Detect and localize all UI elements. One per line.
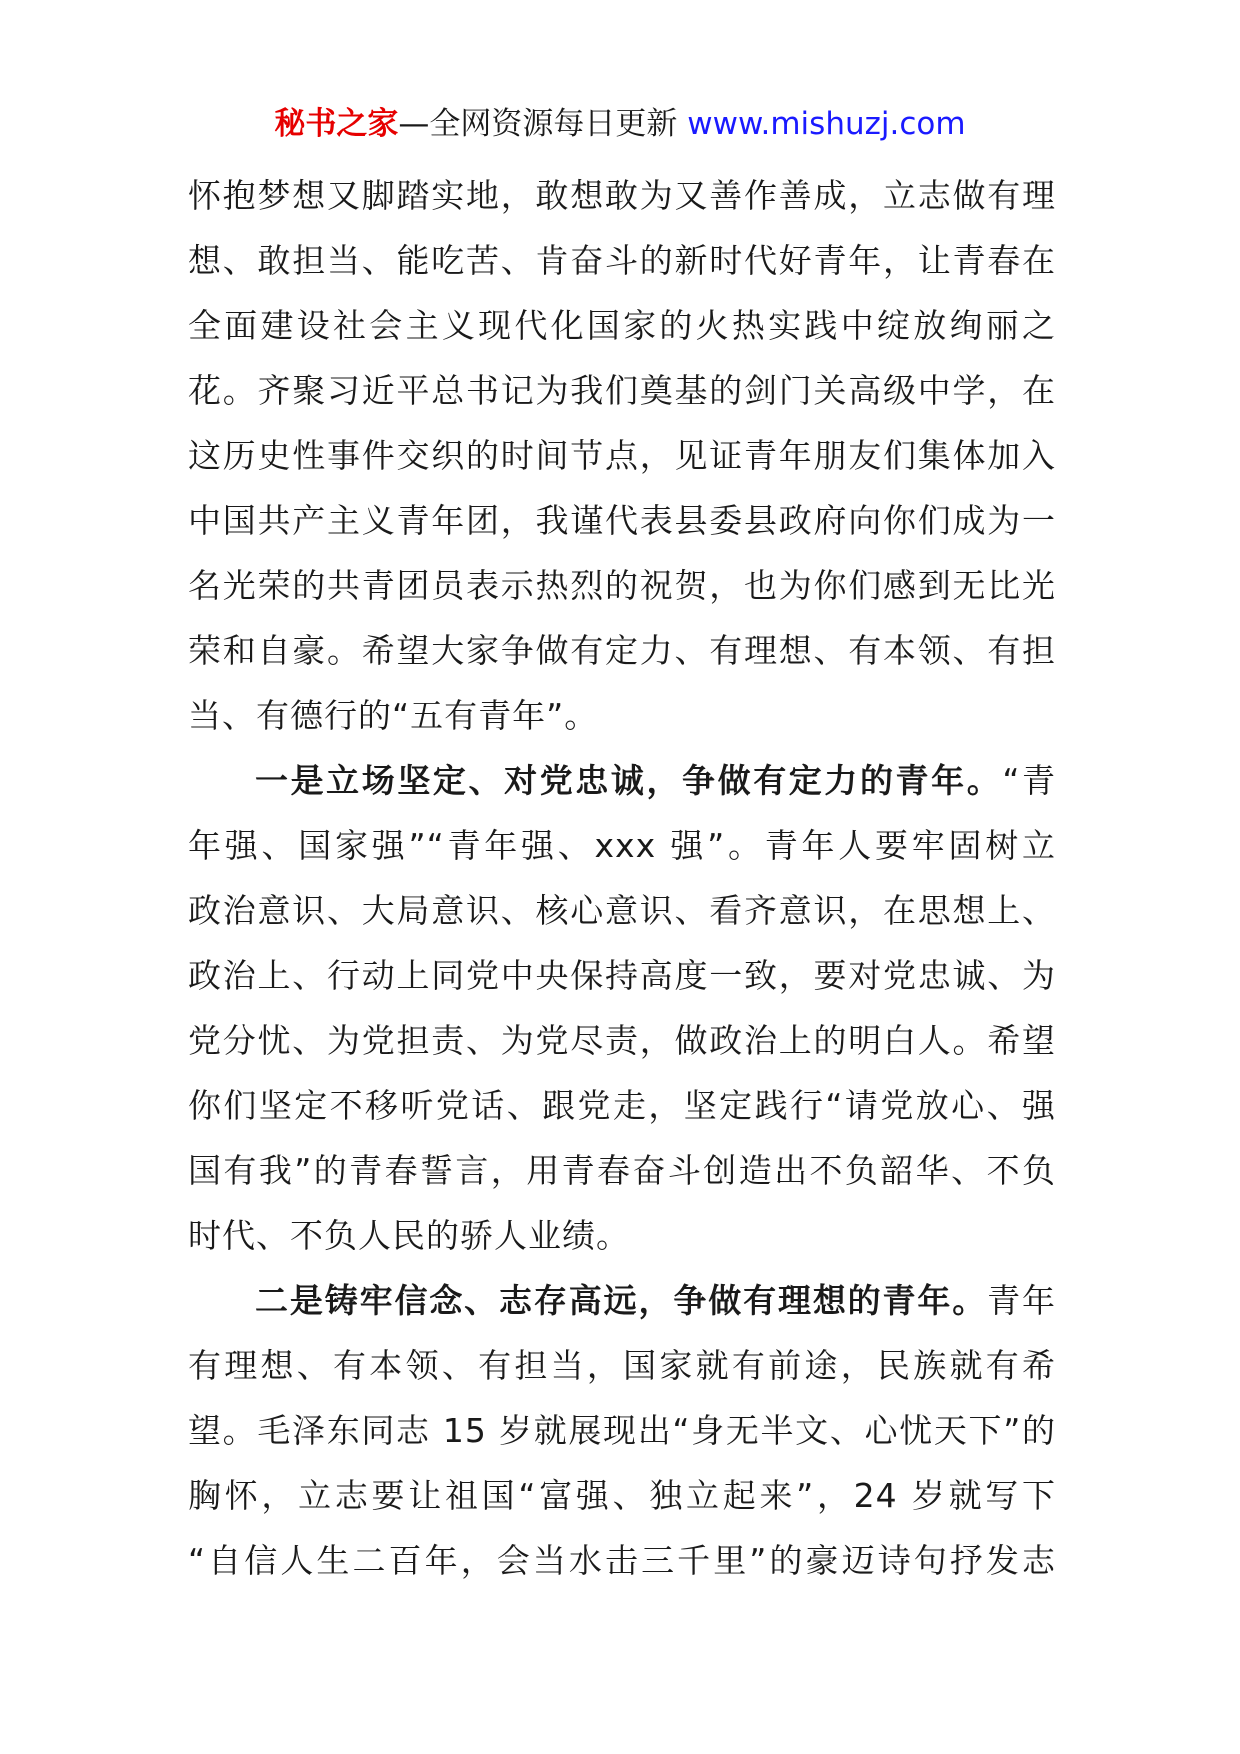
document-body bbox=[188, 163, 1056, 1593]
text-line: 你们坚定不移听党话、跟党走，坚定践行“请党放心、强 bbox=[188, 1086, 1056, 1125]
text-line: 全面建设社会主义现代化国家的火热实践中绽放绚丽之 bbox=[188, 306, 1056, 345]
text-line: 荣和自豪。希望大家争做有定力、有理想、有本领、有担 bbox=[188, 631, 1056, 670]
page-header bbox=[0, 100, 1240, 148]
header-tagline: —全网资源每日更新 bbox=[398, 106, 688, 142]
text-line: 这历史性事件交织的时间节点，见证青年朋友们集体加入 bbox=[188, 436, 1056, 475]
text-line: 党分忧、为党担责、为党尽责，做政治上的明白人。希望 bbox=[188, 1021, 1056, 1060]
text-line: 花。齐聚习近平总书记为我们奠基的剑门关高级中学，在 bbox=[188, 371, 1056, 410]
text-line-rest: 青年 bbox=[987, 1281, 1057, 1320]
text-line: 政治意识、大局意识、核心意识、看齐意识，在思想上、 bbox=[188, 891, 1056, 930]
text-line: 有理想、有本领、有担当，国家就有前途，民族就有希 bbox=[188, 1346, 1056, 1385]
text-line: 怀抱梦想又脚踏实地，敢想敢为又善作善成，立志做有理 bbox=[188, 176, 1056, 215]
text-line: 国有我”的青春誓言，用青春奋斗创造出不负韶华、不负 bbox=[188, 1151, 1056, 1190]
text-line: “自信人生二百年，会当水击三千里”的豪迈诗句抒发志 bbox=[188, 1541, 1056, 1580]
text-line: 胸怀，立志要让祖国“富强、独立起来”，24 岁就写下 bbox=[188, 1476, 1056, 1515]
text-line: 年强、国家强”“青年强、xxx 强”。青年人要牢固树立 bbox=[188, 826, 1056, 865]
text-line: 中国共产主义青年团，我谨代表县委县政府向你们成为一 bbox=[188, 501, 1056, 540]
text-line-rest: “青 bbox=[1002, 761, 1056, 800]
text-line: 政治上、行动上同党中央保持高度一致，要对党忠诚、为 bbox=[188, 956, 1056, 995]
brand-name: 秘书之家 bbox=[274, 106, 399, 142]
text-line: 想、敢担当、能吃苦、肯奋斗的新时代好青年，让青春在 bbox=[188, 241, 1056, 280]
paragraph-first-line bbox=[188, 748, 1056, 813]
text-line: 当、有德行的“五有青年”。 bbox=[188, 696, 599, 735]
section-heading: 一是立场坚定、对党忠诚，争做有定力的青年。 bbox=[255, 761, 1003, 800]
text-line: 时代、不负人民的骄人业绩。 bbox=[188, 1216, 630, 1255]
paragraph-first-line bbox=[188, 1268, 1056, 1333]
website-link[interactable]: www.mishuzj.com bbox=[687, 106, 966, 142]
section-heading: 二是铸牢信念、志存高远，争做有理想的青年。 bbox=[255, 1281, 988, 1320]
text-line: 望。毛泽东同志 15 岁就展现出“身无半文、心忧天下”的 bbox=[188, 1411, 1056, 1450]
text-line: 名光荣的共青团员表示热烈的祝贺，也为你们感到无比光 bbox=[188, 566, 1056, 605]
